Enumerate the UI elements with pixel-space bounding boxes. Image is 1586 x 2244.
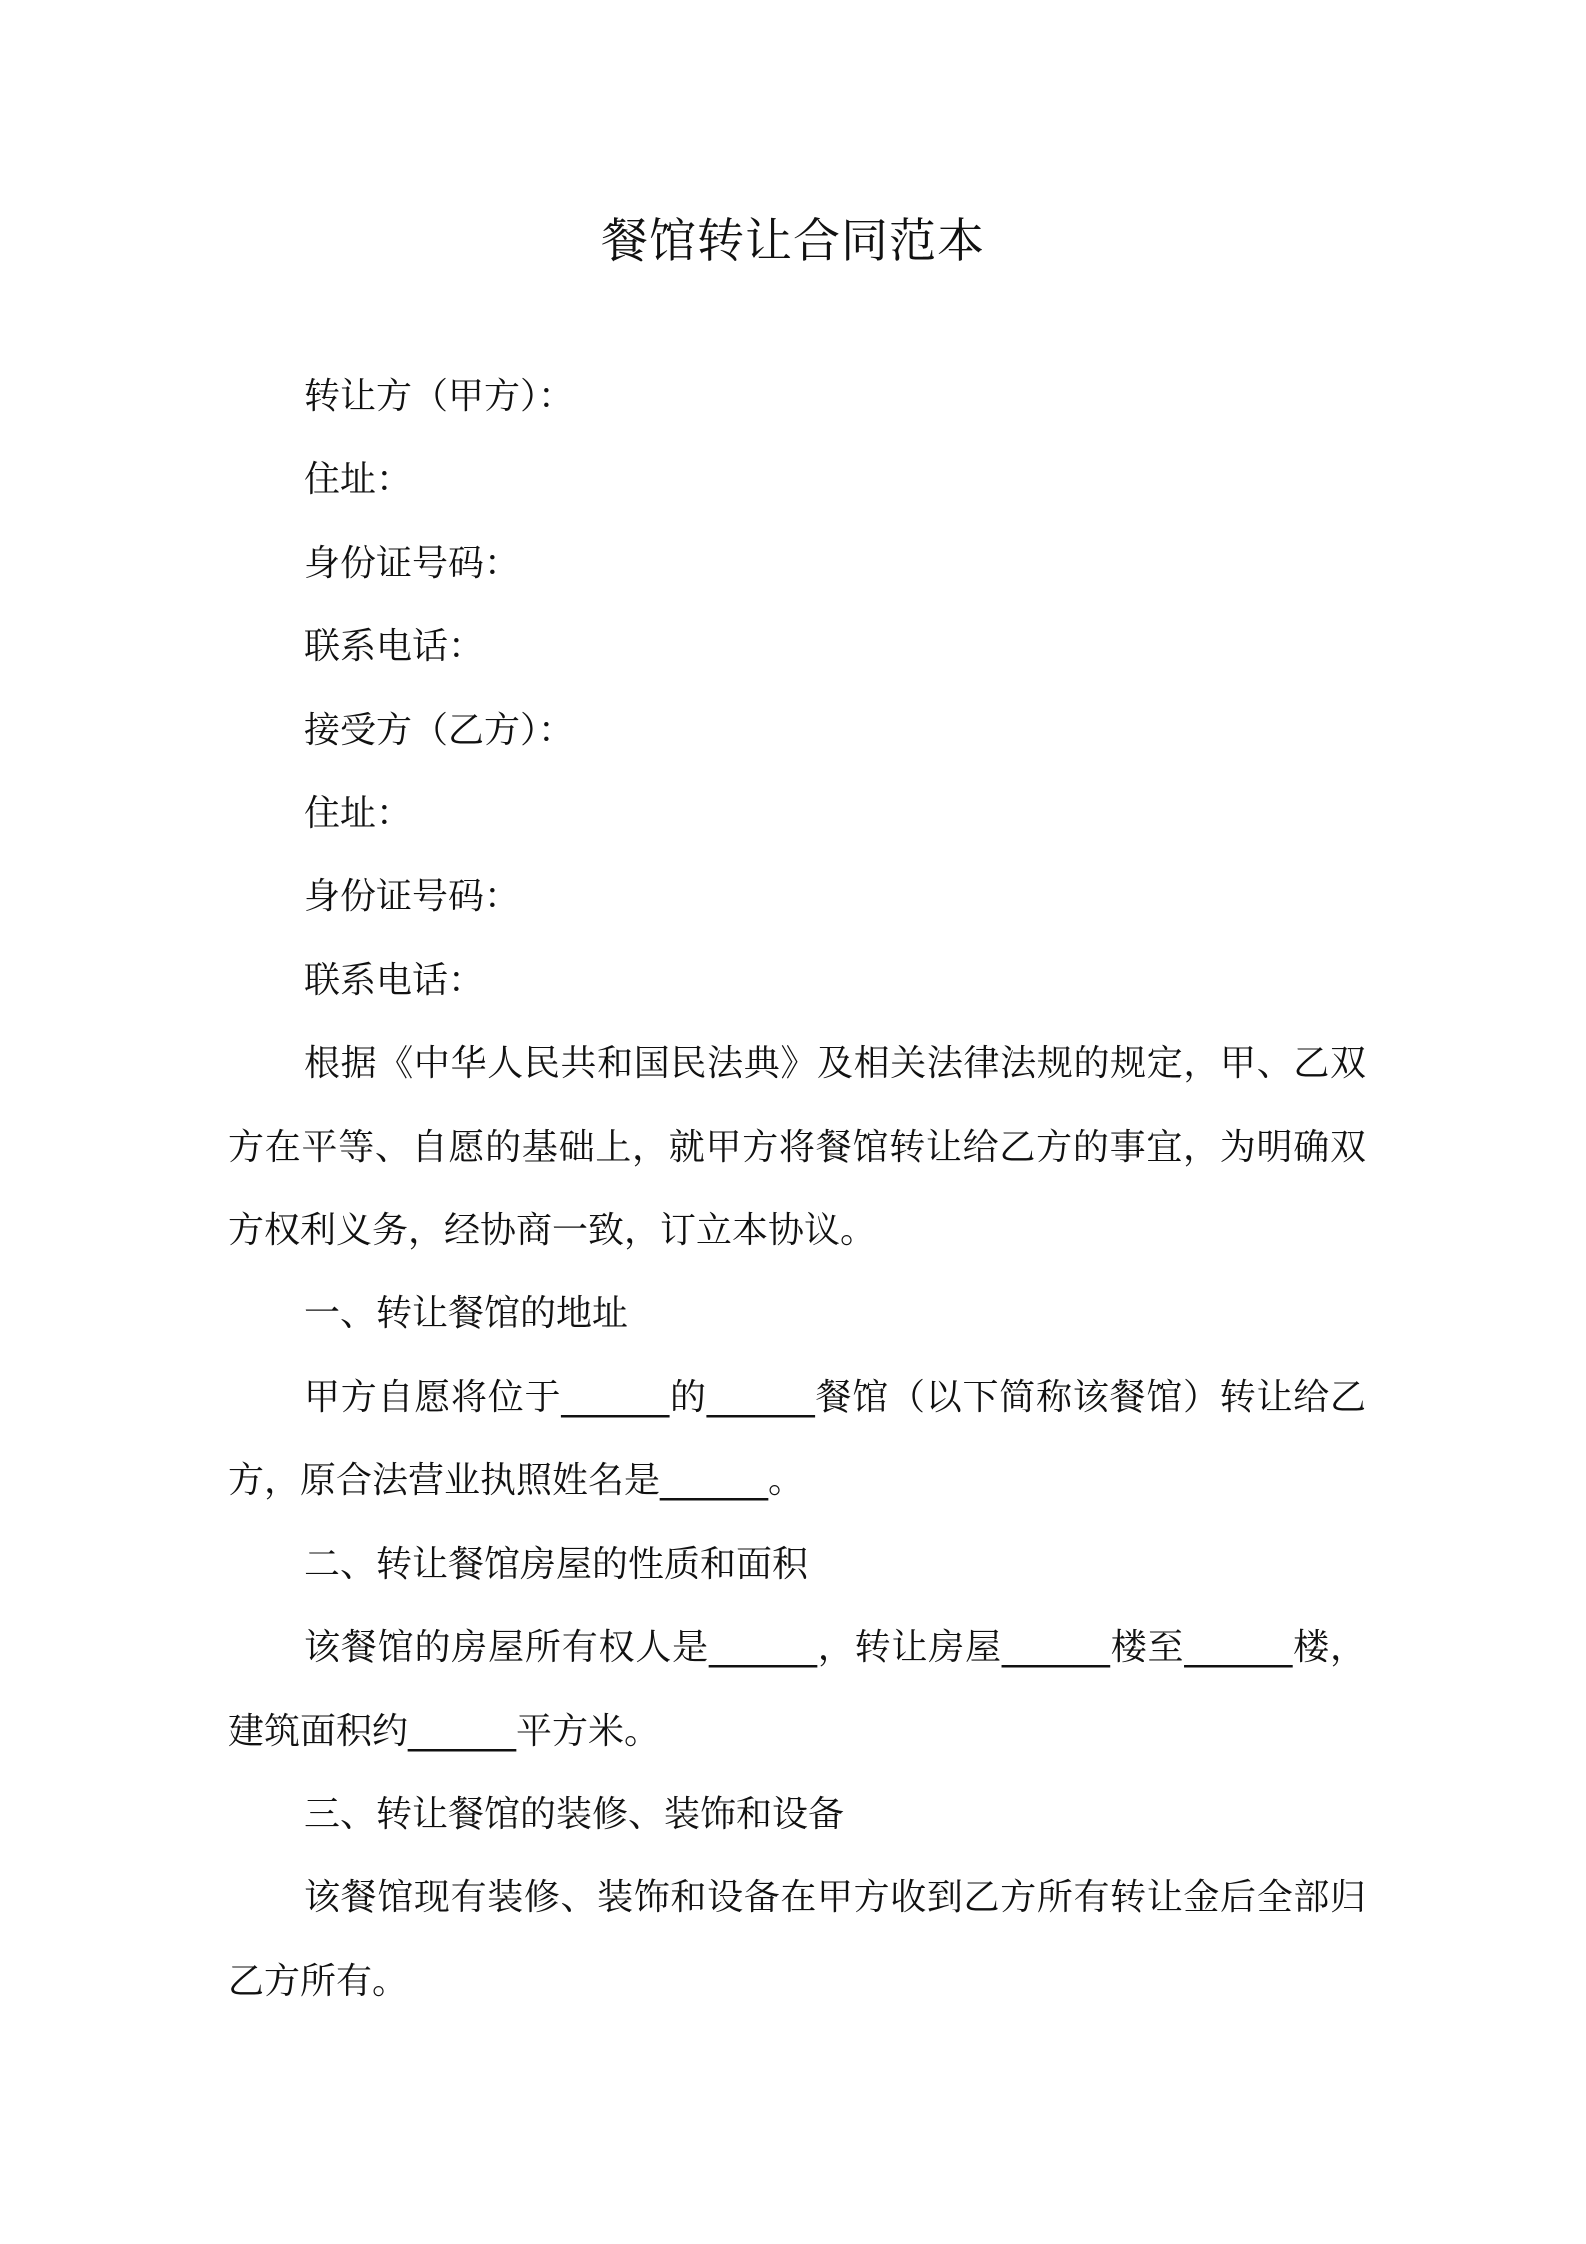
section-heading: 一、转让餐馆的地址: [304, 1293, 629, 1335]
document-title: 餐馆转让合同范本: [601, 214, 985, 269]
party-b-id-field: 身份证号码：: [304, 876, 521, 918]
party-a-label: 转让方（甲方）：: [304, 376, 575, 417]
section-heading: 二、转让餐馆房屋的性质和面积: [304, 1543, 809, 1585]
party-a-address-field: 住址：: [304, 459, 413, 501]
section-paragraph: 甲方自愿将位于______的______餐馆（以下简称该餐馆）转让给乙方，原合法营业执照姓名是______。: [228, 1376, 1366, 1502]
section-paragraph: 该餐馆的房屋所有权人是______，转让房屋______楼至______楼，建筑面积约______平方米。: [228, 1627, 1366, 1752]
party-b-address-field: 住址：: [304, 793, 413, 835]
party-a-phone-field: 联系电话：: [304, 626, 485, 668]
party-b-phone-field: 联系电话：: [304, 959, 485, 1001]
party-a-id-field: 身份证号码：: [304, 542, 521, 584]
section-paragraph: 该餐馆现有装修、装饰和设备在甲方收到乙方所有转让金后全部归乙方所有。: [228, 1877, 1366, 2002]
document-body: [228, 355, 1366, 2023]
preamble-paragraph: 根据《中华人民共和国民法典》及相关法律法规的规定，甲、乙双方在平等、自愿的基础上，就甲方将餐馆转让给乙方的事宜，为明确双方权利义务，经协商一致，订立本协议。: [228, 1043, 1366, 1252]
party-b-label: 接受方（乙方）：: [304, 709, 575, 751]
section-heading: 三、转让餐馆的装修、装饰和设备: [304, 1793, 845, 1835]
